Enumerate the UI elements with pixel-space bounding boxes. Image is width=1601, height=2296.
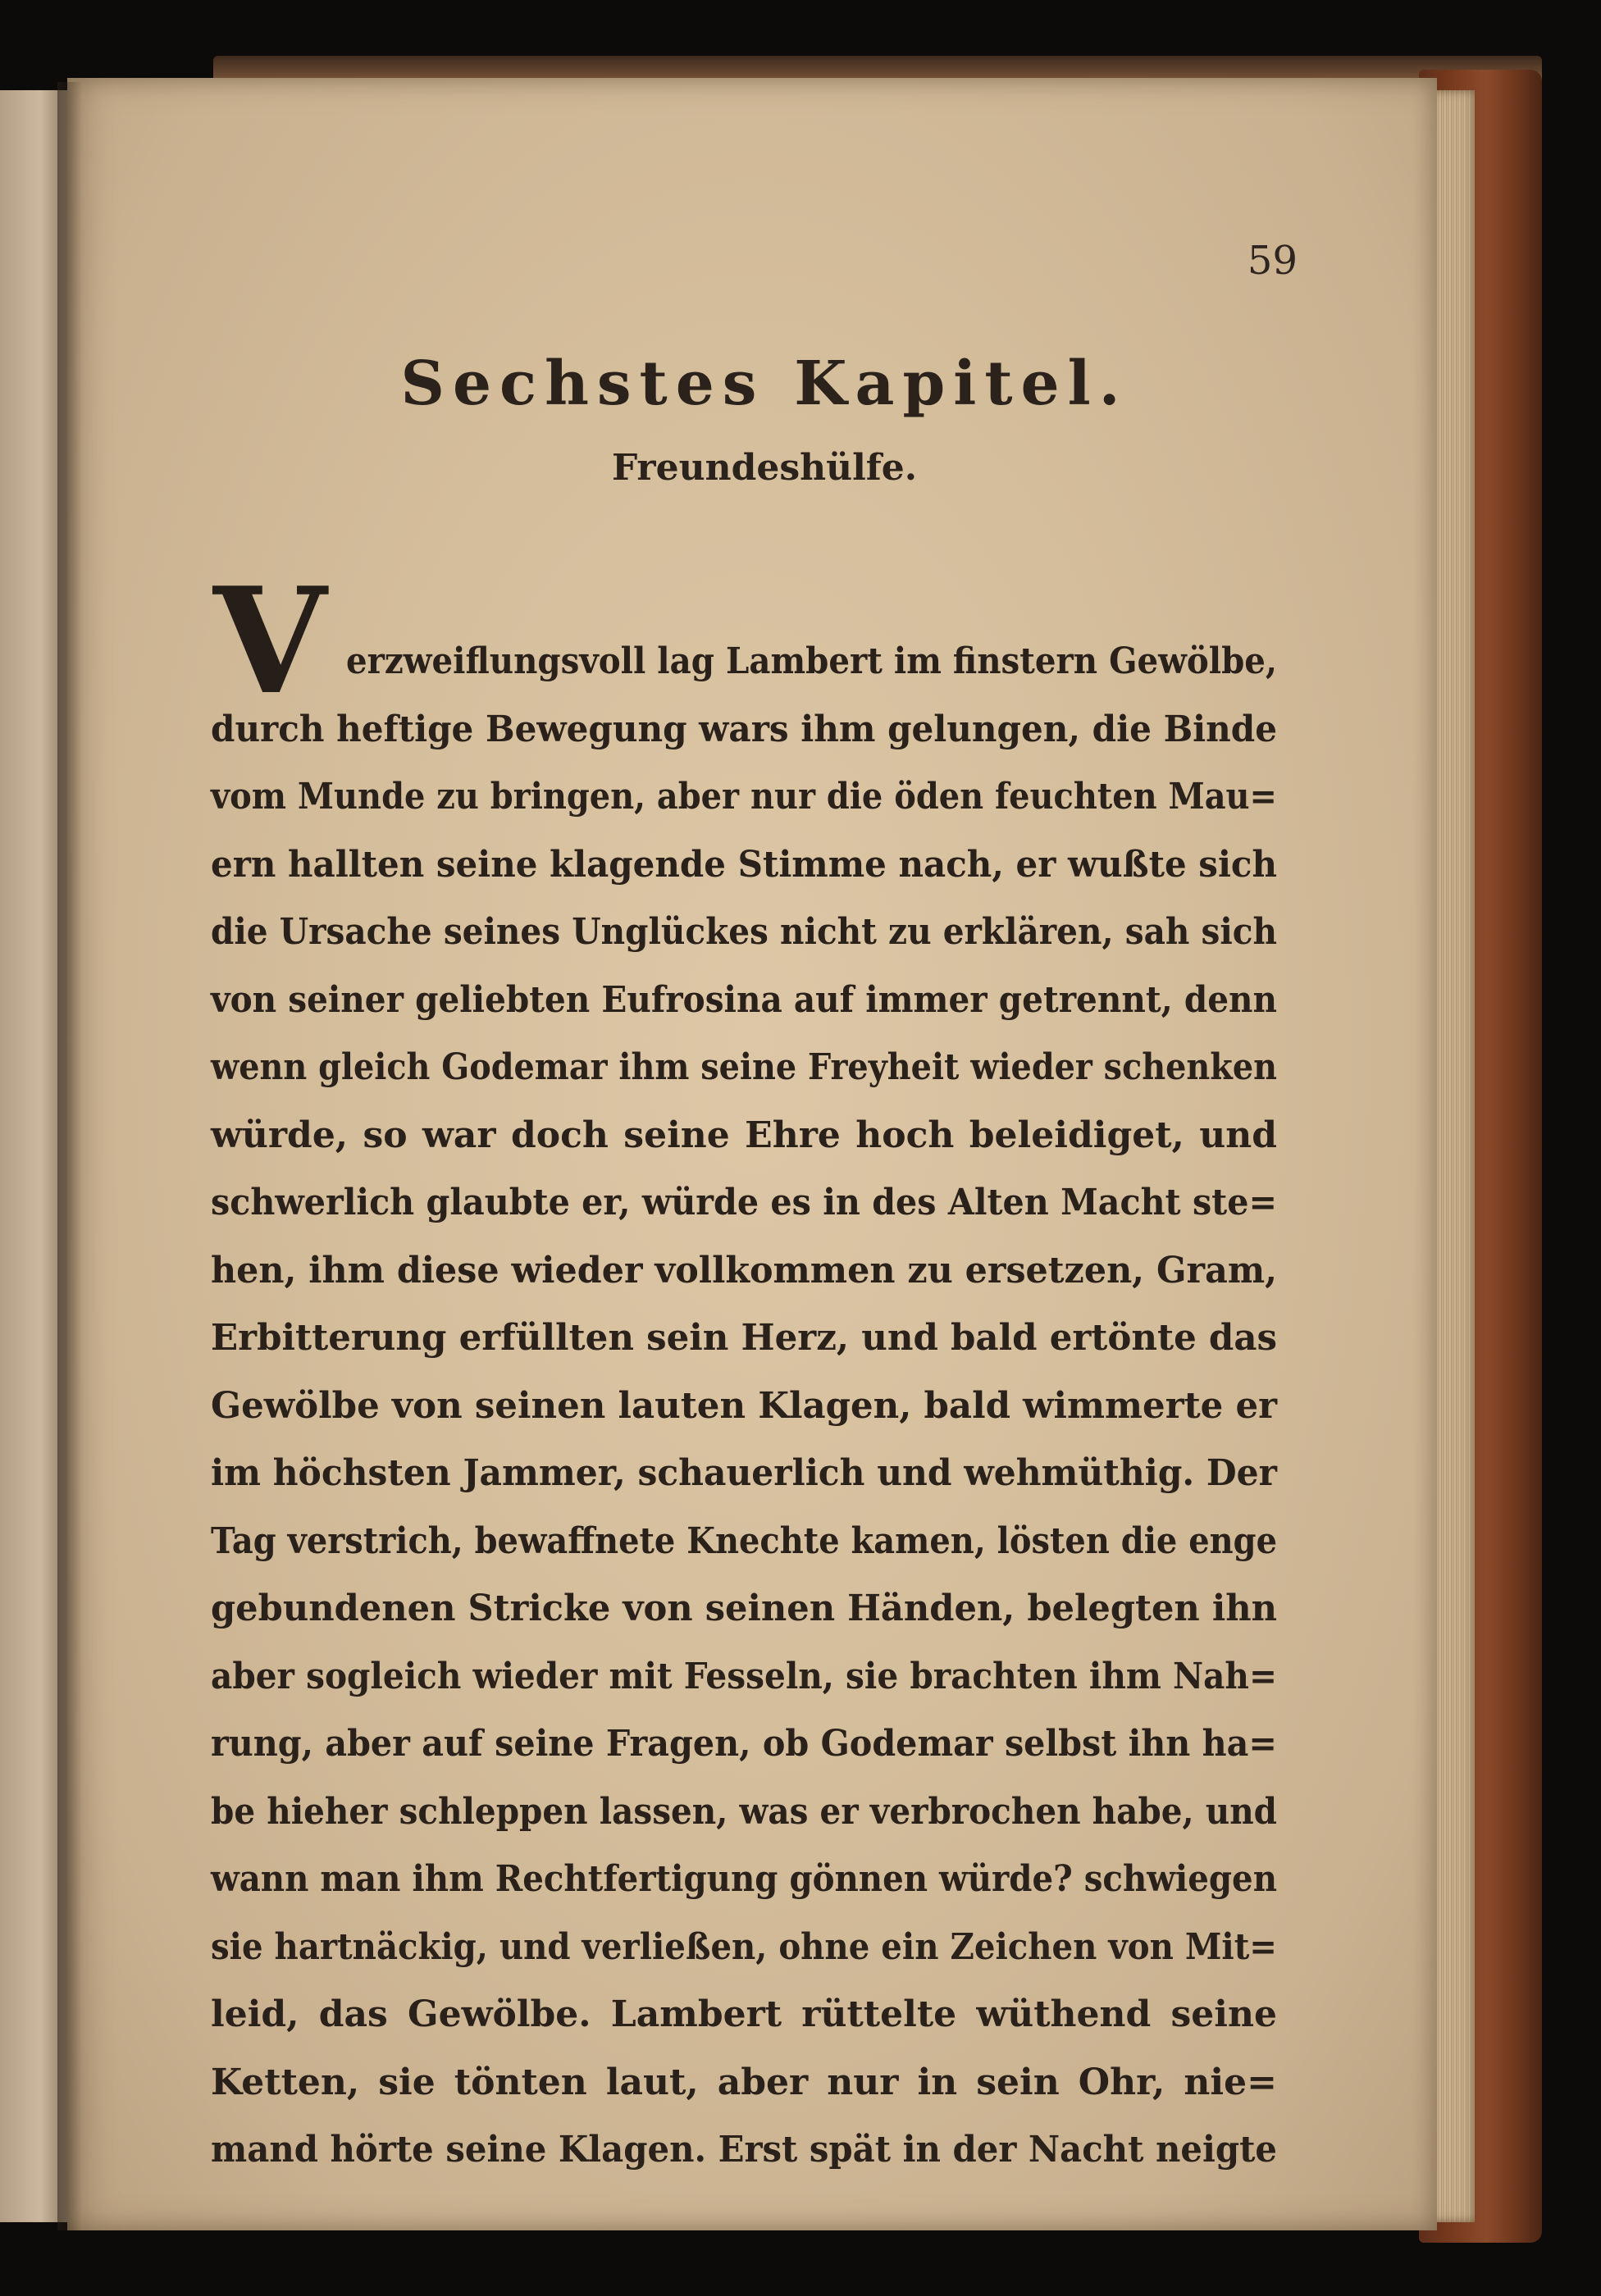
text-line: wann man ihm Rechtfertigung gönnen würde? schwiegen xyxy=(211,1858,1277,1900)
text-line: wenn gleich Godemar ihm seine Freyheit wieder schenken xyxy=(211,1046,1277,1088)
text-line: gebundenen Stricke von seinen Händen, belegten ihn xyxy=(211,1588,1277,1629)
page-number: 59 xyxy=(1247,238,1298,284)
text-line: Gewölbe von seinen lauten Klagen, bald wimmerte er xyxy=(211,1384,1277,1427)
chapter-subtitle: Freundeshülfe. xyxy=(611,447,918,489)
text-line: hen, ihm diese wieder vollkommen zu ersetzen, Gram, xyxy=(211,1249,1277,1292)
spine-shadow xyxy=(57,82,82,2230)
drop-cap: V xyxy=(213,555,327,727)
text-line: die Ursache seines Unglückes nicht zu erklären, sah sich xyxy=(211,911,1277,953)
text-line: im höchsten Jammer, schauerlich und wehmüthig. Der xyxy=(211,1452,1277,1494)
text-line: aber sogleich wieder mit Fesseln, sie brachten ihm Nah= xyxy=(211,1655,1277,1697)
text-line: leid, das Gewölbe. Lambert rüttelte wüthend seine xyxy=(211,1993,1277,2035)
text-line: würde, so war doch seine Ehre hoch beleidiget, und xyxy=(211,1114,1277,1156)
text-line: Ketten, sie tönten laut, aber nur in sein Ohr, nie= xyxy=(211,2061,1277,2103)
book-page xyxy=(67,78,1437,2230)
text-line: Erbitterung erfüllten sein Herz, und bald ertönte das xyxy=(211,1317,1277,1359)
text-line: rung, aber auf seine Fragen, ob Godemar selbst ihn ha= xyxy=(211,1723,1277,1765)
text-line: vom Munde zu bringen, aber nur die öden feuchten Mau= xyxy=(211,776,1277,818)
text-line: be hieher schleppen lassen, was er verbrochen habe, und xyxy=(211,1790,1277,1833)
text-line: erzweiflungsvoll lag Lambert im finstern Gewölbe, xyxy=(346,640,1277,682)
text-line: schwerlich glaubte er, würde es in des Alten Macht ste= xyxy=(211,1182,1277,1223)
text-line: von seiner geliebten Eufrosina auf immer getrennt, denn xyxy=(211,978,1277,1021)
text-line: sie hartnäckig, und verließen, ohne ein Zeichen von Mit= xyxy=(211,1925,1277,1968)
chapter-title: Sechstes Kapitel. xyxy=(400,348,1129,419)
text-line: durch heftige Bewegung wars ihm gelungen, die Binde xyxy=(211,708,1277,750)
text-line: ern hallten seine klagende Stimme nach, er wußte sich xyxy=(211,843,1277,886)
text-line: mand hörte seine Klagen. Erst spät in der Nacht neigte xyxy=(211,2129,1277,2171)
text-line: Tag verstrich, bewaffnete Knechte kamen, lösten die enge xyxy=(211,1519,1277,1562)
